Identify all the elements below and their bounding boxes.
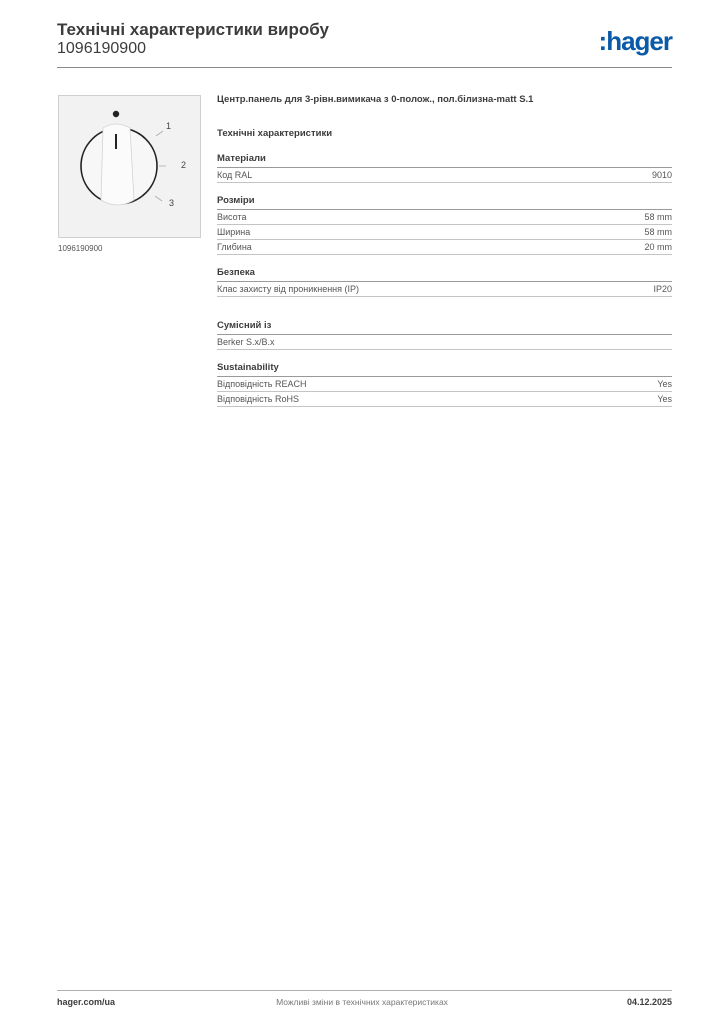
spec-value: 20 mm: [644, 242, 672, 252]
footer-date: 04.12.2025: [626, 997, 672, 1007]
spec-label: Відповідність RoHS: [217, 394, 299, 404]
spec-group-compatible: [217, 320, 672, 350]
spec-row: [217, 240, 672, 255]
dial-label-2: 2: [181, 160, 187, 170]
spec-row: [217, 225, 672, 240]
spec-group-title: Матеріали: [217, 153, 672, 168]
spec-label: Відповідність REACH: [217, 379, 307, 389]
spec-label: Код RAL: [217, 170, 253, 180]
specs-heading: Технічні характеристики: [217, 128, 333, 139]
spec-value: IP20: [653, 284, 672, 294]
dial-label-3: 3: [169, 198, 175, 208]
spec-group-materials: [217, 153, 672, 183]
spec-value: 58 mm: [644, 212, 672, 222]
logo-dots: :: [598, 26, 607, 56]
spec-group-title: Безпека: [217, 267, 672, 282]
spec-row: [217, 210, 672, 225]
logo-text: hager: [606, 26, 672, 56]
footer-divider: [57, 990, 672, 991]
spec-row: [217, 377, 672, 392]
spec-label: Ширина: [217, 227, 251, 237]
spec-row: [217, 282, 672, 297]
spec-group-dimensions: [217, 195, 672, 255]
product-image: [58, 95, 201, 238]
spec-group-title: Сумісний із: [217, 320, 672, 335]
image-caption: 1096190900: [58, 244, 103, 253]
footer-website-link[interactable]: hager.com/ua: [57, 997, 116, 1007]
header-divider: [57, 67, 672, 68]
spec-label: Berker S.x/B.x: [217, 337, 275, 347]
spec-label: Клас захисту від проникнення (IP): [217, 284, 360, 294]
spec-value: Yes: [657, 394, 672, 404]
page-title: Технічні характеристики виробу: [57, 20, 329, 39]
spec-group-title: Sustainability: [217, 362, 672, 377]
spec-value: 58 mm: [644, 227, 672, 237]
dial-knob: [101, 124, 134, 205]
spec-row: [217, 168, 672, 183]
hager-logo[interactable]: [599, 28, 672, 54]
spec-label: Глибина: [217, 242, 252, 252]
spec-group-sustainability: [217, 362, 672, 407]
spec-group-safety: [217, 267, 672, 297]
spec-group-title: Розміри: [217, 195, 672, 210]
zero-position-dot: [113, 111, 119, 117]
spec-row: [217, 392, 672, 407]
spec-row: [217, 335, 672, 350]
spec-value: Yes: [657, 379, 672, 389]
dial-label-1: 1: [166, 121, 172, 131]
spec-value: 9010: [651, 170, 672, 180]
specs-panel: [217, 94, 672, 419]
spec-label: Висота: [217, 212, 247, 222]
footer-notice: Можливі зміни в технічних характеристиках: [276, 997, 448, 1007]
product-code: 1096190900: [57, 40, 146, 57]
product-description: Центр.панель для 3-рівн.вимикача з 0-полож., пол.білизна-matt S.1: [217, 94, 534, 105]
rotary-switch-illustration: [59, 96, 200, 237]
